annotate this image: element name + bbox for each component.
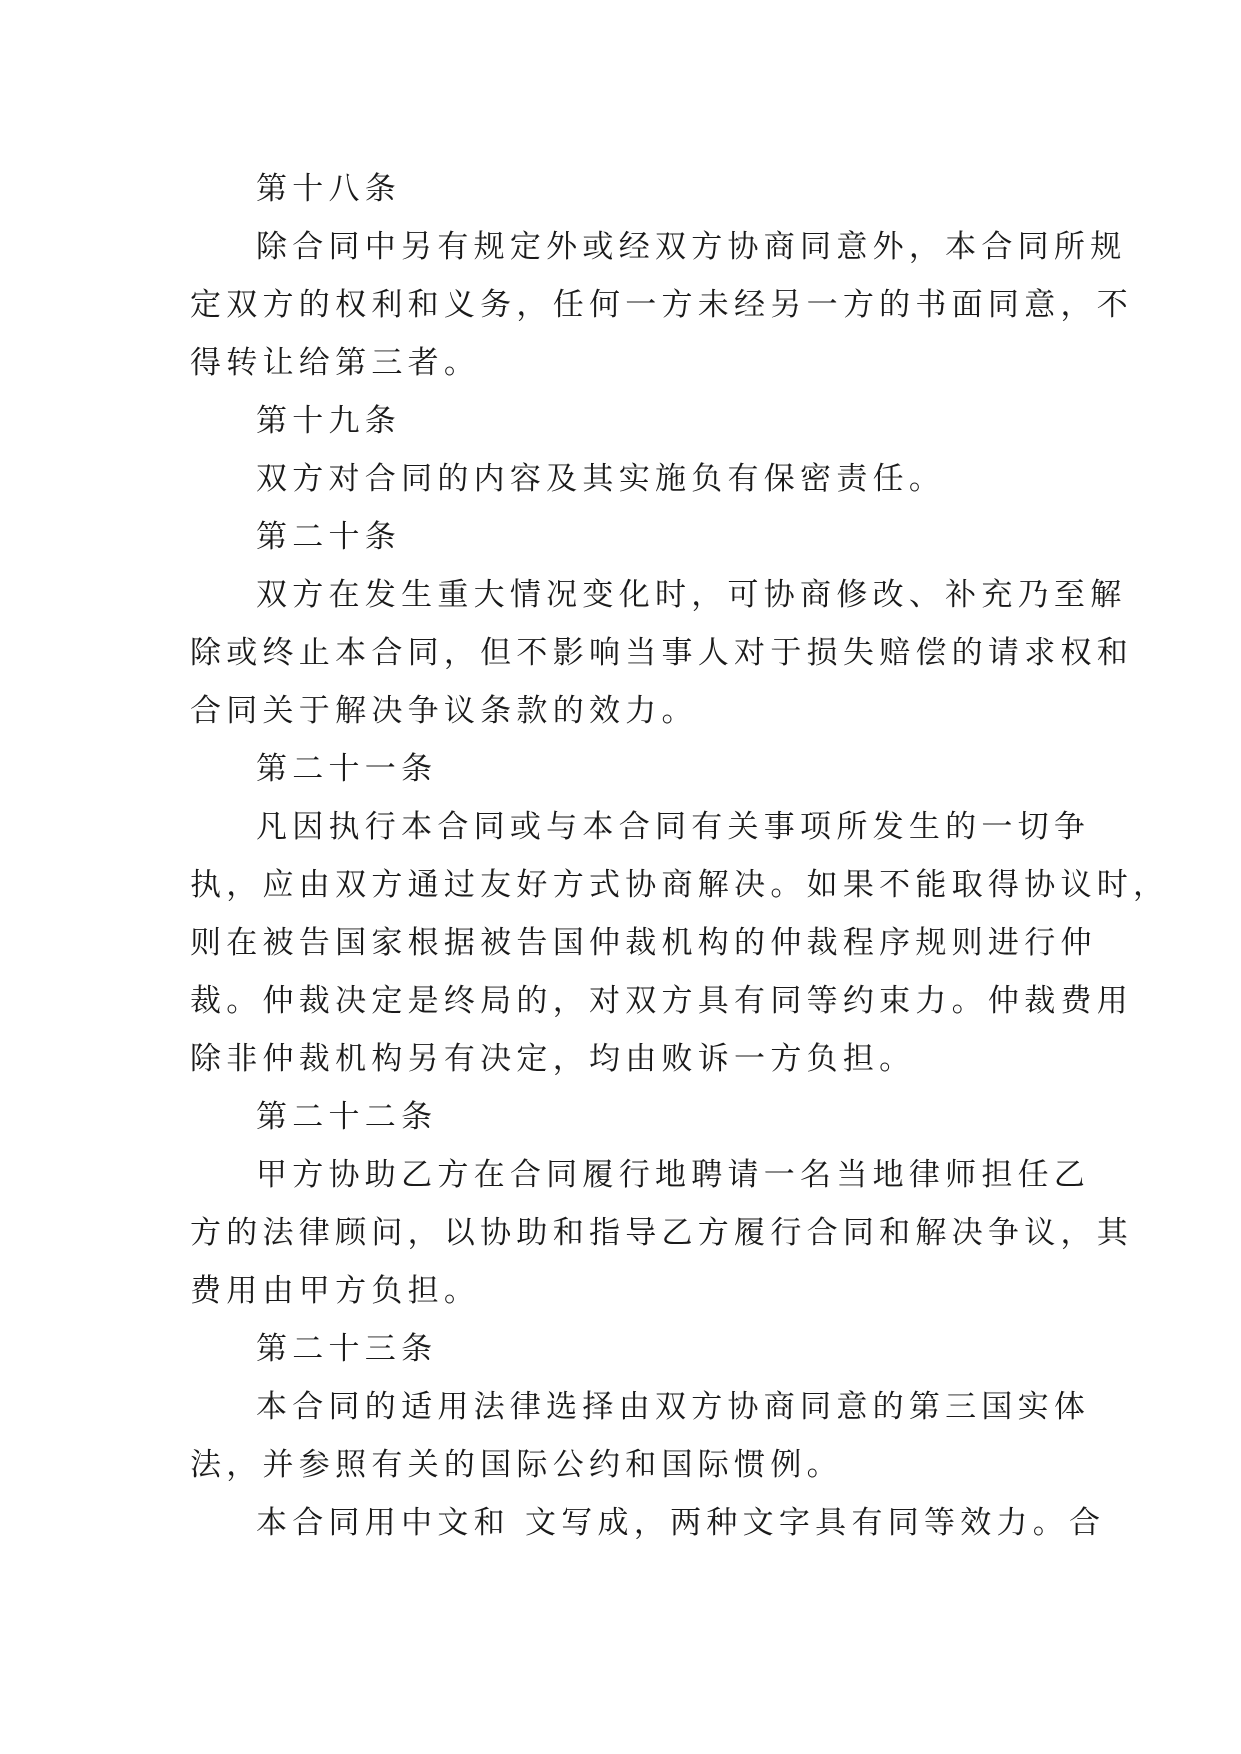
article-heading: 第二十二条 [256, 1099, 438, 1135]
paragraph-line: 除合同中另有规定外或经双方协商同意外，本合同所规 [256, 229, 1127, 265]
paragraph-line: 本合同的适用法律选择由双方协商同意的第三国实体 [256, 1389, 1091, 1425]
article-heading: 第十八条 [256, 171, 402, 207]
paragraph-line: 双方对合同的内容及其实施负有保密责任。 [256, 461, 946, 497]
paragraph-line: 凡因执行本合同或与本合同有关事项所发生的一切争 [256, 809, 1091, 845]
paragraph-line: 得转让给第三者。 [190, 345, 481, 381]
paragraph-line: 合同关于解决争议条款的效力。 [190, 693, 698, 729]
paragraph-line: 双方在发生重大情况变化时，可协商修改、补充乃至解 [256, 577, 1127, 613]
article-heading: 第十九条 [256, 403, 402, 439]
article-heading: 第二十一条 [256, 751, 438, 787]
paragraph-line: 除非仲裁机构另有决定，均由败诉一方负担。 [190, 1041, 916, 1077]
document-page [190, 160, 1170, 1552]
article-heading: 第二十条 [256, 519, 402, 555]
paragraph-line: 执，应由双方通过友好方式协商解决。如果不能取得协议时， [190, 867, 1170, 903]
paragraph-line: 裁。仲裁决定是终局的，对双方具有同等约束力。仲裁费用 [190, 983, 1134, 1019]
paragraph-line: 本合同用中文和 文写成，两种文字具有同等效力。合 [256, 1505, 1106, 1541]
paragraph-line: 除或终止本合同，但不影响当事人对于损失赔偿的请求权和 [190, 635, 1134, 671]
paragraph-line: 则在被告国家根据被告国仲裁机构的仲裁程序规则进行仲 [190, 925, 1097, 961]
paragraph-line: 法，并参照有关的国际公约和国际惯例。 [190, 1447, 843, 1483]
paragraph-line: 甲方协助乙方在合同履行地聘请一名当地律师担任乙 [256, 1157, 1091, 1193]
article-heading: 第二十三条 [256, 1331, 438, 1367]
paragraph-line: 方的法律顾问，以协助和指导乙方履行合同和解决争议，其 [190, 1215, 1134, 1251]
paragraph-line: 定双方的权利和义务，任何一方未经另一方的书面同意，不 [190, 287, 1134, 323]
paragraph-line: 费用由甲方负担。 [190, 1273, 481, 1309]
